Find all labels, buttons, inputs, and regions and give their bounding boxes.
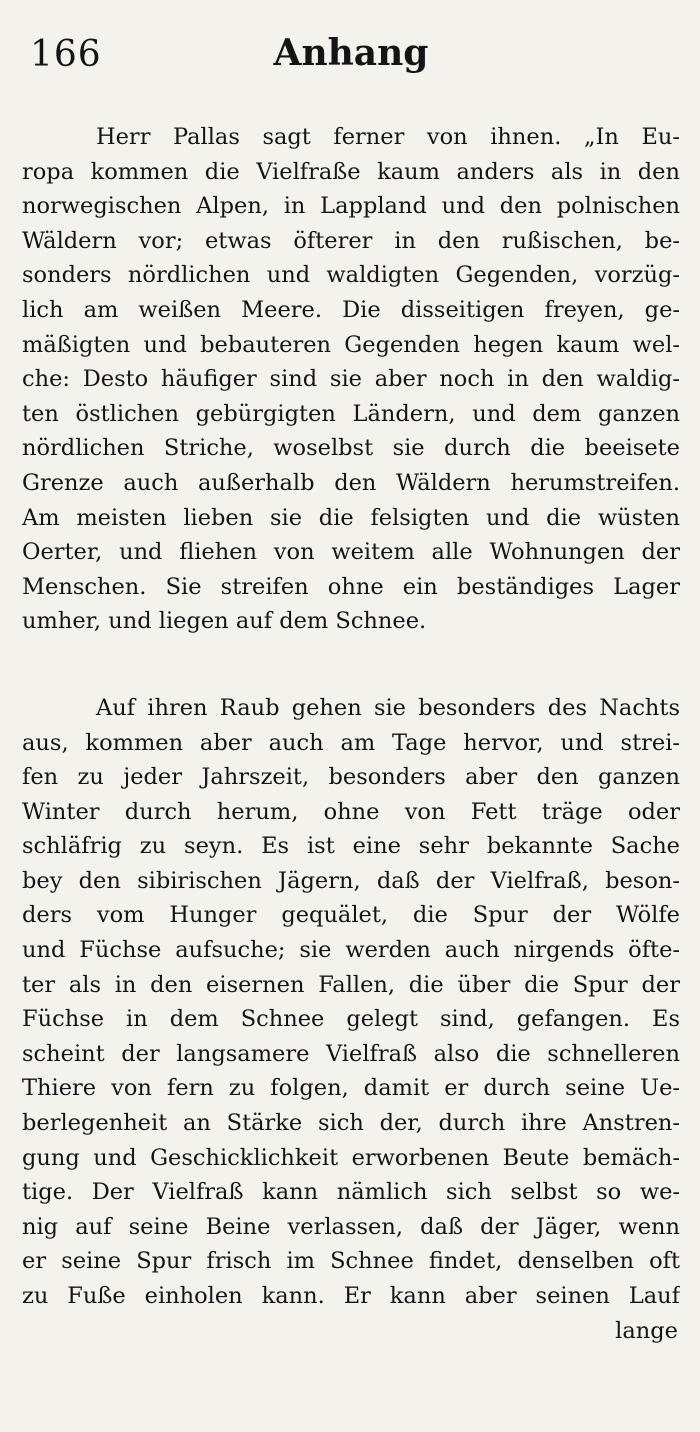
text-line: Am meisten lieben sie die felsigten und die wüsten (22, 504, 680, 531)
text-line: ders vom Hunger gequälet, die Spur der Wölfe (22, 902, 680, 929)
text-line: Füchse in dem Schnee gelegt sind, gefangen. Es (22, 1006, 680, 1033)
text-line: bey den sibirischen Jägern, daß der Vielfraß, beson- (22, 867, 680, 894)
catchword: lange (615, 1317, 678, 1344)
text-line: gung und Geschicklichkeit erworbenen Beute bemäch- (22, 1144, 680, 1171)
text-line: fen zu jeder Jahrszeit, besonders aber den ganzen (22, 764, 680, 791)
text-line: ter als in den eisernen Fallen, die über die Spur der (22, 971, 680, 998)
text-line: Thiere von fern zu folgen, damit er durch seine Ue- (22, 1075, 680, 1102)
text-line: Oerter, und fliehen von weitem alle Wohnungen der (22, 539, 680, 566)
text-line: berlegenheit an Stärke sich der, durch ihre Anstren- (22, 1110, 680, 1137)
text-line: sonders nördlichen und waldigten Gegenden, vorzüg- (22, 262, 680, 289)
text-line: mäßigten und bebauteren Gegenden hegen kaum wel- (22, 331, 680, 358)
text-line: und Füchse aufsuche; sie werden auch nirgends öfte- (22, 937, 680, 964)
text-line: che: Desto häufiger sind sie aber noch in den waldig- (22, 366, 680, 393)
text-line: Grenze auch außerhalb den Wäldern herumstreifen. (22, 469, 680, 496)
text-line: ten östlichen gebürgigten Ländern, und dem ganzen (22, 400, 680, 427)
text-line: er seine Spur frisch im Schnee findet, denselben oft (22, 1248, 680, 1275)
text-line: Wäldern vor; etwas öfterer in den rußischen, be- (22, 227, 680, 254)
text-line: Winter durch herum, ohne von Fett träge oder (22, 798, 680, 825)
paragraph-2 (22, 691, 680, 1314)
running-head: Anhang (273, 32, 429, 74)
text-line: Menschen. Sie streifen ohne ein beständiges Lager (22, 573, 680, 600)
page-number: 166 (30, 34, 102, 75)
text-line: umher, und liegen auf dem Schnee. (22, 608, 427, 635)
text-line: zu Fuße einholen kann. Er kann aber seinen Lauf (22, 1283, 680, 1309)
text-line: norwegischen Alpen, in Lappland und den polnischen (22, 193, 680, 220)
text-line: Auf ihren Raub gehen sie besonders des Nachts (96, 694, 680, 721)
text-line: ropa kommen die Vielfraße kaum anders als in den (22, 158, 680, 185)
text-line: nig auf seine Beine verlassen, daß der Jäger, wenn (22, 1213, 680, 1240)
text-line: scheint der langsamere Vielfraß also die schnelleren (22, 1040, 680, 1067)
text-line: aus, kommen aber auch am Tage hervor, und strei- (22, 729, 680, 756)
text-line: schläfrig zu seyn. Es ist eine sehr bekannte Sache (22, 833, 680, 860)
text-line: lich am weißen Meere. Die disseitigen freyen, ge- (22, 296, 680, 323)
paragraph-1 (22, 120, 680, 639)
text-line: tige. Der Vielfraß kann nämlich sich selbst so we- (22, 1179, 680, 1206)
page-header (22, 30, 680, 90)
text-line: nördlichen Striche, woselbst sie durch die beeisete (22, 435, 680, 462)
text-line: Herr Pallas sagt ferner von ihnen. „In Eu- (96, 124, 680, 150)
body-text (22, 120, 680, 1348)
